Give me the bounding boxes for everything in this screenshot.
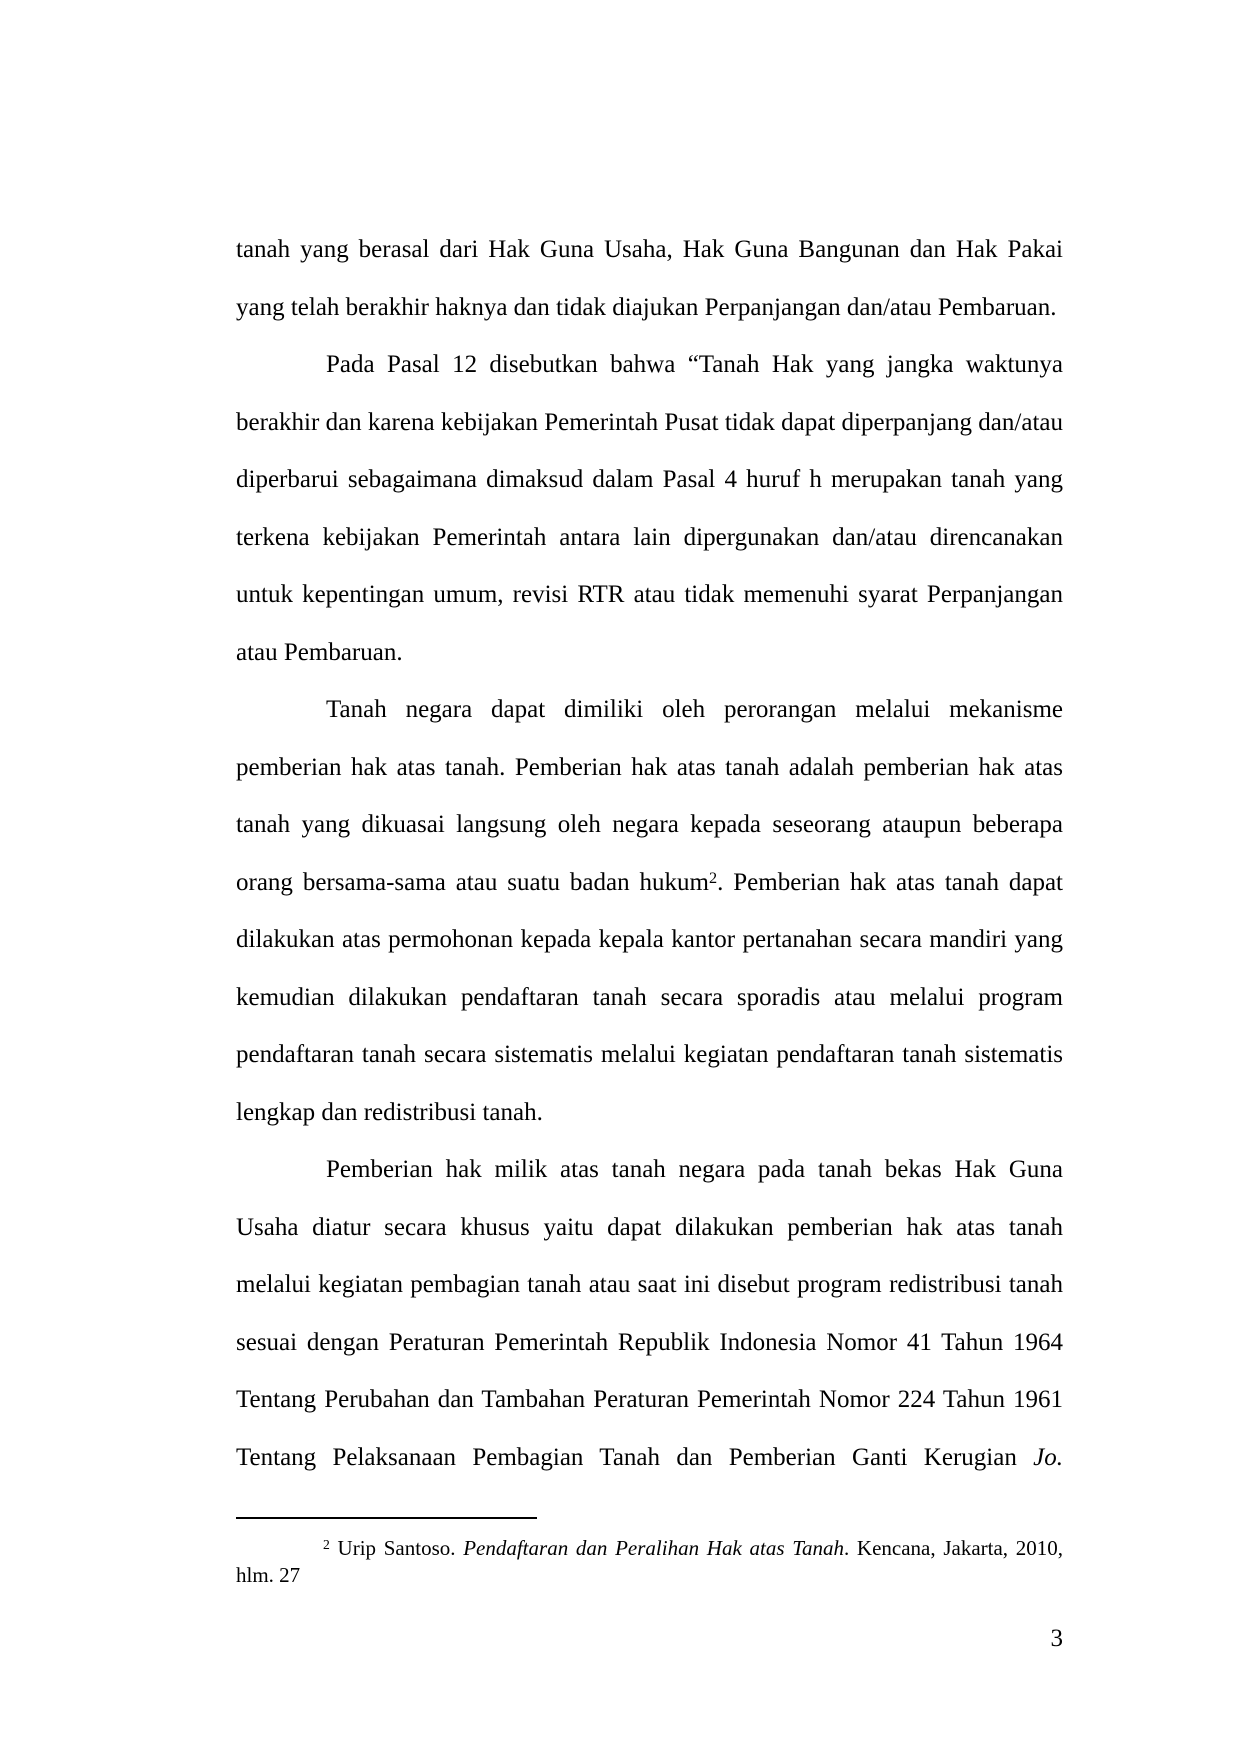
- text-segment: atau Pembaruan.: [236, 638, 403, 666]
- italic-text-segment: Pendaftaran dan Peralihan Hak atas Tanah: [463, 1536, 844, 1560]
- body-text-line: [236, 1314, 1063, 1372]
- text-segment: untuk kepentingan umum, revisi RTR atau tidak memenuhi syarat Perpanjangan: [236, 581, 1063, 608]
- text-segment: Tentang Perubahan dan Tambahan Peraturan Pemerintah Nomor 224 Tahun 1961: [236, 1386, 1063, 1413]
- text-segment: terkena kebijakan Pemerintah antara lain dipergunakan dan/atau direncanakan: [236, 523, 1063, 551]
- paragraph: [236, 681, 1063, 1141]
- body-text-line: [236, 451, 1063, 509]
- body-text-line: [236, 1026, 1063, 1084]
- paragraph: [236, 336, 1063, 681]
- italic-text-segment: Jo.: [1033, 1443, 1063, 1471]
- body-text-line: [236, 1429, 1063, 1487]
- text-segment: tanah yang dikuasai langsung oleh negara kepada seseorang ataupun beberapa: [236, 811, 1063, 838]
- footnote-line: [236, 1562, 1063, 1589]
- text-segment: Urip Santoso.: [329, 1536, 464, 1560]
- text-segment: sesuai dengan Peraturan Pemerintah Republik Indonesia Nomor 41 Tahun 1964: [236, 1328, 1063, 1356]
- text-segment: Pada Pasal 12 disebutkan bahwa “Tanah Hak yang jangka waktunya: [326, 351, 1063, 378]
- body-text-line: [236, 336, 1063, 394]
- text-segment: yang telah berakhir haknya dan tidak diajukan Perpanjangan dan/atau Pembaruan.: [236, 293, 1057, 321]
- body-text-line: [236, 221, 1063, 279]
- footnote-separator: [236, 1517, 537, 1519]
- text-segment: pendaftaran tanah secara sistematis melalui kegiatan pendaftaran tanah sistematis: [236, 1041, 1063, 1068]
- footnote-ref-superscript: 2: [323, 1537, 330, 1553]
- body-text-line: [236, 739, 1063, 797]
- paragraph: [236, 221, 1063, 336]
- text-segment: . Pemberian hak atas tanah dapat: [717, 868, 1063, 896]
- footnote-line: [236, 1535, 1063, 1562]
- text-segment: dilakukan atas permohonan kepada kepala kantor pertanahan secara mandiri yang: [236, 926, 1063, 953]
- body-text-line: [236, 394, 1063, 452]
- body-text-line: [236, 911, 1063, 969]
- body-text-line: [236, 1084, 1063, 1142]
- body-text-line: [236, 1256, 1063, 1314]
- body-text-line: [236, 566, 1063, 624]
- body-text-line: [236, 279, 1063, 337]
- body-text-line: [236, 854, 1063, 912]
- body-text-line: [236, 509, 1063, 567]
- body-text-line: [236, 1141, 1063, 1199]
- text-segment: diperbarui sebagaimana dimaksud dalam Pasal 4 huruf h merupakan tanah yang: [236, 466, 1063, 493]
- text-segment: Usaha diatur secara khusus yaitu dapat dilakukan pemberian hak atas tanah: [236, 1213, 1063, 1241]
- footnote: [236, 1535, 1063, 1589]
- text-segment: berakhir dan karena kebijakan Pemerintah Pusat tidak dapat diperpanjang dan/atau: [236, 408, 1063, 436]
- body-text-line: [236, 1371, 1063, 1429]
- text-segment: lengkap dan redistribusi tanah.: [236, 1098, 543, 1126]
- text-segment: orang bersama-sama atau suatu badan hukum: [236, 868, 709, 896]
- body-text-line: [236, 624, 1063, 682]
- text-segment: . Kencana, Jakarta, 2010,: [843, 1536, 1063, 1560]
- page-number: 3: [1050, 1625, 1063, 1652]
- body-text-line: [236, 796, 1063, 854]
- body-text: [236, 221, 1063, 1486]
- text-segment: Pemberian hak milik atas tanah negara pada tanah bekas Hak Guna: [326, 1156, 1063, 1183]
- paragraph: [236, 1141, 1063, 1486]
- body-text-line: [236, 681, 1063, 739]
- text-segment: kemudian dilakukan pendaftaran tanah secara sporadis atau melalui program: [236, 983, 1063, 1011]
- text-segment: tanah yang berasal dari Hak Guna Usaha, Hak Guna Bangunan dan Hak Pakai: [236, 236, 1063, 263]
- footnote-ref-superscript: 2: [708, 868, 718, 887]
- body-text-line: [236, 969, 1063, 1027]
- text-segment: hlm. 27: [236, 1563, 301, 1587]
- body-text-line: [236, 1199, 1063, 1257]
- text-segment: pemberian hak atas tanah. Pemberian hak atas tanah adalah pemberian hak atas: [236, 753, 1063, 781]
- text-segment: Tanah negara dapat dimiliki oleh perorangan melalui mekanisme: [326, 696, 1063, 723]
- text-segment: Tentang Pelaksanaan Pembagian Tanah dan Pemberian Ganti Kerugian: [236, 1443, 1034, 1471]
- text-segment: melalui kegiatan pembagian tanah atau saat ini disebut program redistribusi tanah: [236, 1271, 1063, 1298]
